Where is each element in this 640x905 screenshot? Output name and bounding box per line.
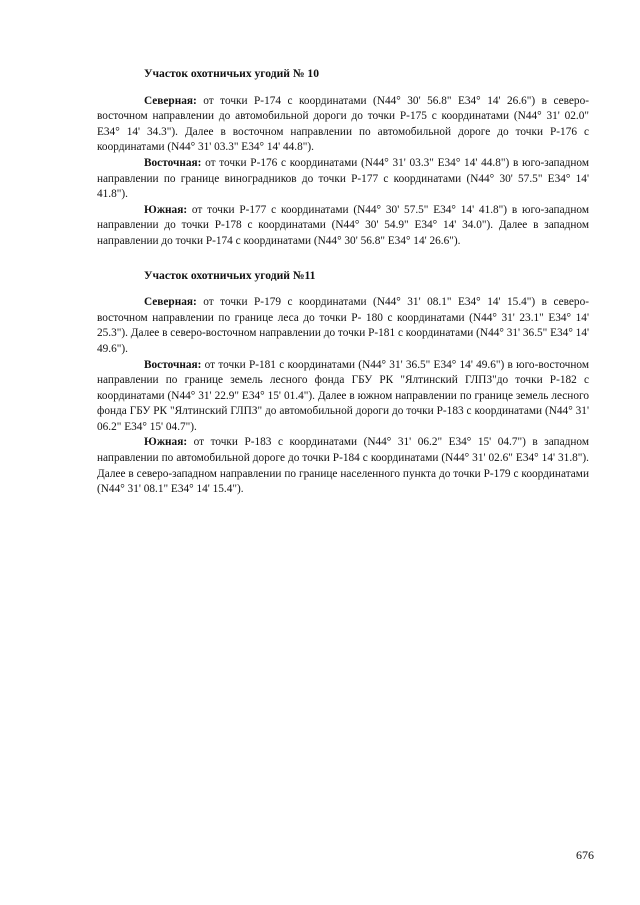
boundary-north [97, 94, 589, 156]
boundary-south [97, 203, 589, 250]
boundary-text: от точки Р-181 с координатами (N44° 31' 36.5" E34° 14' 49.6") в юго-восточном направлении по границе земель лесного фонда ГБУ РК "Ялтинский ГЛПЗ"до точки Р-182 с координатами (N44° 31' 22.9" E34° 15' 01.4"). Далее в южном направлении по границе земель лесного фонда ГБУ РК "Ялтинский ГЛПЗ" до автомобильной дороги до точки Р-183 с координатами (N44° 31' 06.2" E34° 15' 04.7"). [97, 358, 589, 433]
section-11 [97, 268, 589, 498]
section-title: Участок охотничьих угодий № 10 [144, 67, 320, 80]
boundary-east [97, 358, 589, 436]
boundary-label: Северная: [144, 296, 197, 309]
page-number: 676 [576, 848, 594, 862]
boundary-south [97, 435, 589, 497]
boundary-east [97, 156, 589, 203]
boundary-text: от точки Р-179 с координатами (N44° 31' 08.1" E34° 14' 15.4") в северо-восточном направлении по границе леса до точки Р- 180 с координатами (N44° 31' 23.1" E34° 14' 25.3"). Далее в северо-восточном направлении до точки Р-181 с координатами (N44° 31' 36.5" E34° 14' 49.6"). [97, 296, 589, 355]
boundary-label: Южная: [144, 203, 188, 216]
boundary-text: от точки Р-176 с координатами (N44° 31' 03.3" E34° 14' 44.8") в юго-западном направлении по границе виноградников до точки Р-177 с координатами (N44° 30' 57.5" E34° 14' 41.8"). [97, 156, 589, 201]
boundary-label: Восточная: [144, 156, 202, 169]
boundary-label: Северная: [144, 94, 197, 107]
section-10 [97, 66, 589, 250]
boundary-label: Восточная: [144, 358, 202, 371]
boundary-text: от точки Р-174 с координатами (N44° 30' 56.8" E34° 14' 26.6") в северо-восточном направлении до автомобильной дороги до точки Р-175 с координатами (N44° 31' 02.0" E34° 14' 34.3"). Далее в восточном направлении по автомобильной дороге до точки Р-176 с координатами (N44° 31' 03.3" E34° 14' 44.8"). [97, 94, 589, 154]
document-content [97, 66, 589, 498]
boundary-text: от точки Р-177 с координатами (N44° 30' 57.5" E34° 14' 41.8") в юго-западном направлении до точки Р-178 с координатами (N44° 30' 54.9" E34° 14' 34.0"). Далее в западном направлении до точки Р-174 с координатами (N44° 30' 56.8" E34° 14' 26.6"). [97, 203, 589, 247]
boundary-text: от точки Р-183 с координатами (N44° 31' 06.2" E34° 15' 04.7") в западном направлении по автомобильной дороге до точки Р-184 с координатами (N44° 31' 02.6" E34° 14' 31.8"). Далее в северо-западном направлении по границе населенного пункта до точки Р-179 с координатами (N44° 31' 08.1" E34° 14' 15.4"). [97, 436, 589, 496]
section-title: Участок охотничьих угодий №11 [144, 268, 316, 282]
boundary-north [97, 295, 589, 357]
boundary-label: Южная: [144, 436, 188, 449]
